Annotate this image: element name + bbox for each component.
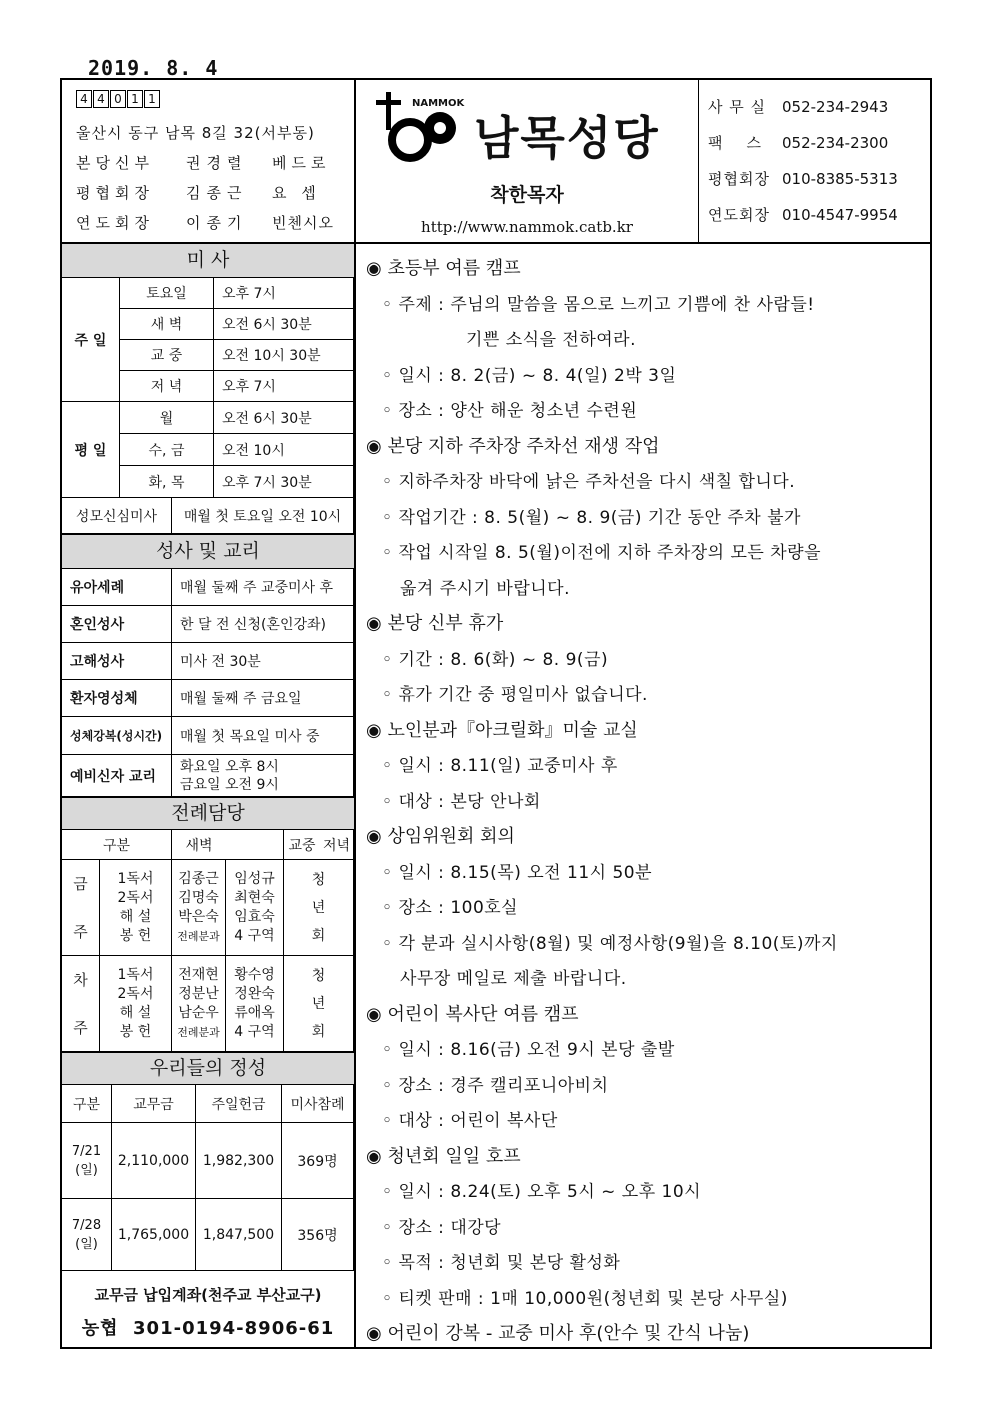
sacrament-name: 예비신자 교리 bbox=[62, 755, 172, 797]
notice-line-text: 일시 : 8.24(토) 오후 5시 ~ 오후 10시 bbox=[398, 1182, 702, 1202]
liturgy-main bbox=[226, 860, 284, 956]
bullet-dot-icon: ◦ bbox=[382, 1111, 399, 1131]
offering-title: 우리들의 정성 bbox=[62, 1052, 354, 1085]
notices-column bbox=[356, 244, 930, 1349]
bullet-dot-icon: ◦ bbox=[382, 1075, 399, 1096]
header-logo bbox=[356, 80, 699, 242]
liturgy-main-item: 정완숙 bbox=[234, 985, 275, 1002]
liturgy-roles-item: 1독서 bbox=[117, 870, 154, 887]
notice-line-text: 장소 : 경주 캘리포니아비치 bbox=[398, 1075, 609, 1096]
liturgy-dawn-item: 남순우 bbox=[178, 1004, 219, 1021]
bullet-dot-icon: ◦ bbox=[382, 685, 399, 705]
notice-title bbox=[366, 432, 659, 458]
notice-title-text: 상임위원회 회의 bbox=[387, 826, 515, 847]
contact-row bbox=[708, 132, 888, 153]
notice-title bbox=[366, 716, 638, 742]
account-number: 농협 301-0194-8906-61 bbox=[81, 1318, 335, 1339]
mass-time: 오후 7시 30분 bbox=[214, 466, 354, 498]
bullet-dot-icon: ◦ bbox=[382, 401, 399, 421]
notice-line bbox=[382, 858, 652, 883]
liturgy-evening-item: 청 bbox=[311, 871, 326, 888]
staff-role: 평협회장 bbox=[76, 184, 154, 202]
bulletin-subtitle: 착한목자 bbox=[490, 184, 564, 206]
liturgy-dawn-item: 전례분과 bbox=[177, 929, 220, 943]
sacrament-name: 혼인성사 bbox=[62, 606, 172, 643]
catechism-time: 금요일 오전 9시 bbox=[180, 776, 279, 793]
liturgy-dawn-item: 김종근 bbox=[178, 870, 219, 887]
staff-row bbox=[76, 182, 321, 203]
mass-day: 교 중 bbox=[120, 340, 214, 371]
notice-title bbox=[366, 1142, 521, 1168]
week-char: 주 bbox=[73, 922, 88, 941]
liturgy-main bbox=[226, 956, 284, 1052]
liturgy-dawn-item: 박은숙 bbox=[178, 908, 219, 925]
notice-line bbox=[382, 467, 795, 492]
staff-role: 본당신부 bbox=[76, 154, 154, 172]
mass-time: 오후 7시 bbox=[214, 371, 354, 402]
liturgy-roles-item: 2독서 bbox=[117, 985, 154, 1002]
liturgy-evening-item: 년 bbox=[311, 995, 326, 1012]
notice-line bbox=[382, 503, 801, 528]
liturgy-roles-item: 봉 헌 bbox=[119, 927, 152, 944]
offering-tithe: 1,765,000 bbox=[112, 1199, 196, 1271]
bullet-circle-icon: ◉ bbox=[366, 719, 388, 741]
notice-title-text: 본당 지하 주차장 주차선 재생 작업 bbox=[387, 435, 660, 457]
church-name: 남목성당 bbox=[474, 111, 660, 165]
bullet-dot-icon: ◦ bbox=[382, 1217, 399, 1238]
contact-value: 010-8385-5313 bbox=[782, 170, 898, 188]
notice-line-text: 장소 : 양산 해운 청소년 수련원 bbox=[398, 401, 638, 421]
header-info bbox=[62, 80, 356, 242]
liturgy-col-header-spacer bbox=[226, 830, 284, 860]
address: 울산시 동구 남목 8길 32(서부동) bbox=[76, 124, 315, 142]
notice-line-text: 목적 : 청년회 및 본당 활성화 bbox=[398, 1253, 621, 1273]
sacrament-value: 한 달 전 신청(혼인강좌) bbox=[172, 606, 354, 643]
contact-label: 사 무 실 bbox=[708, 98, 767, 116]
week-label bbox=[62, 860, 100, 956]
bullet-dot-icon: ◦ bbox=[382, 791, 399, 812]
bullet-dot-icon: ◦ bbox=[382, 862, 399, 883]
notice-line bbox=[382, 1071, 609, 1096]
notice-line-text: 작업 시작일 8. 5(월)이전에 지하 주차장의 모든 차량을 bbox=[398, 543, 822, 563]
bullet-dot-icon: ◦ bbox=[382, 472, 399, 492]
liturgy-title: 전례담당 bbox=[62, 797, 354, 830]
notice-line-text: 장소 : 대강당 bbox=[398, 1217, 502, 1238]
staff-baptism: 빈첸시오 bbox=[272, 214, 334, 232]
offering-collection: 1,982,300 bbox=[196, 1123, 282, 1199]
notice-line bbox=[400, 964, 627, 989]
postal-digit: 4 bbox=[93, 90, 109, 108]
weekday-label: 평 일 bbox=[62, 402, 120, 498]
bullet-dot-icon: ◦ bbox=[382, 1288, 399, 1309]
offering-col-header: 교무금 bbox=[112, 1085, 196, 1123]
sacrament-value: 매월 첫 목요일 미사 중 bbox=[172, 717, 354, 755]
sacrament-name: 고해성사 bbox=[62, 643, 172, 680]
bullet-dot-icon: ◦ bbox=[382, 1253, 399, 1273]
liturgy-evening bbox=[284, 956, 354, 1052]
notice-line bbox=[382, 645, 608, 670]
staff-row bbox=[76, 152, 330, 173]
liturgy-evening bbox=[284, 860, 354, 956]
notice-line bbox=[382, 680, 648, 705]
postal-code bbox=[76, 90, 161, 108]
bullet-circle-icon: ◉ bbox=[366, 1145, 388, 1167]
notice-line bbox=[382, 290, 815, 315]
liturgy-main-item: 임성규 bbox=[234, 870, 275, 887]
notice-line-text: 일시 : 8.11(일) 교중미사 후 bbox=[398, 756, 618, 776]
week-char: 주 bbox=[73, 1018, 88, 1037]
notice-line-text: 일시 : 8.15(목) 오전 11시 50분 bbox=[398, 862, 653, 883]
contact-row bbox=[708, 204, 898, 225]
mass-title: 미 사 bbox=[62, 244, 354, 278]
bullet-circle-icon: ◉ bbox=[366, 613, 388, 634]
notice-line bbox=[382, 396, 637, 421]
mass-day: 화, 목 bbox=[120, 466, 214, 498]
notice-line bbox=[400, 574, 570, 599]
liturgy-dawn-item: 김명숙 bbox=[178, 889, 219, 906]
liturgy-main-item: 4 구역 bbox=[234, 927, 275, 944]
liturgy-roles-item: 봉 헌 bbox=[119, 1023, 152, 1040]
staff-name: 권경렬 bbox=[186, 154, 248, 172]
bulletin-date: 2019. 8. 4 bbox=[88, 56, 219, 80]
contact-value: 052-234-2300 bbox=[782, 134, 889, 152]
mass-time: 오전 10시 bbox=[214, 434, 354, 466]
church-logo bbox=[374, 90, 686, 164]
liturgy-main-item: 임효숙 bbox=[234, 908, 275, 925]
mass-day: 토요일 bbox=[120, 278, 214, 309]
sacrament-value: 매월 둘째 주 금요일 bbox=[172, 680, 354, 717]
notice-line-text: 휴가 기간 중 평일미사 없습니다. bbox=[398, 685, 648, 705]
liturgy-col-header: 구분 bbox=[62, 830, 172, 860]
bullet-dot-icon: ◦ bbox=[382, 756, 399, 776]
staff-baptism: 베드로 bbox=[272, 154, 331, 172]
offering-col-header: 구분 bbox=[62, 1085, 112, 1123]
notice-line bbox=[466, 325, 636, 350]
notice-title bbox=[366, 254, 521, 280]
notice-line-text: 장소 : 100호실 bbox=[398, 898, 519, 918]
notice-line bbox=[382, 1035, 675, 1060]
notice-line bbox=[382, 787, 541, 812]
bullet-dot-icon: ◦ bbox=[382, 1040, 399, 1060]
liturgy-roles-item: 1독서 bbox=[117, 966, 154, 983]
liturgy-roles-item: 해 설 bbox=[119, 1004, 152, 1021]
liturgy-evening-item: 회 bbox=[311, 1023, 326, 1040]
bullet-dot-icon: ◦ bbox=[382, 365, 399, 386]
notice-line-text: 주제 : 주님의 말씀을 몸으로 느끼고 기쁨에 찬 사람들! bbox=[398, 294, 815, 315]
liturgy-col-header: 저녁 bbox=[320, 830, 354, 860]
week-char: 차 bbox=[73, 971, 88, 990]
sacrament-value: 매월 둘째 주 교중미사 후 bbox=[172, 569, 354, 606]
notice-line-text: 옮겨 주시기 바랍니다. bbox=[400, 578, 571, 599]
bullet-dot-icon: ◦ bbox=[382, 1182, 399, 1202]
postal-digit: 4 bbox=[76, 90, 92, 108]
notice-title-text: 본당 신부 휴가 bbox=[387, 613, 504, 634]
liturgy-dawn-item: 정분난 bbox=[178, 985, 219, 1002]
notice-line bbox=[382, 751, 618, 776]
special-mass-label: 성모신심미사 bbox=[62, 498, 172, 534]
mass-day: 저 녁 bbox=[120, 371, 214, 402]
liturgy-main-item: 류애옥 bbox=[234, 1004, 275, 1021]
liturgy-roles-item: 해 설 bbox=[119, 908, 152, 925]
bullet-dot-icon: ◦ bbox=[382, 507, 399, 528]
contact-value: 010-4547-9954 bbox=[782, 206, 898, 224]
postal-digit: 0 bbox=[110, 90, 126, 108]
offering-day-text: (일) bbox=[75, 1236, 98, 1252]
notice-line-text: 작업기간 : 8. 5(월) ~ 8. 9(금) 기간 동안 주차 불가 bbox=[398, 507, 801, 528]
liturgy-dawn-item: 전례분과 bbox=[177, 1025, 220, 1039]
mass-time: 오전 6시 30분 bbox=[214, 402, 354, 434]
mass-day: 월 bbox=[120, 402, 214, 434]
liturgy-dawn bbox=[172, 956, 226, 1052]
logo-small-text: NAMMOK bbox=[412, 98, 465, 109]
staff-name: 이종기 bbox=[186, 214, 248, 232]
notice-line-text: 각 분과 실시사항(8월) 및 예정사항(9월)을 8.10(토)까지 bbox=[398, 933, 838, 954]
contact-row bbox=[708, 96, 888, 117]
bullet-dot-icon: ◦ bbox=[382, 649, 399, 670]
offering-date-text: 7/21 bbox=[71, 1143, 102, 1159]
offering-attendance: 356명 bbox=[282, 1199, 354, 1271]
contact-label: 팩 스 bbox=[708, 134, 763, 152]
liturgy-col-header: 교중 bbox=[284, 830, 320, 860]
contact-row bbox=[708, 168, 898, 189]
notice-line-text: 사무장 메일로 제출 바랍니다. bbox=[400, 969, 627, 989]
offering-col-header: 주일헌금 bbox=[196, 1085, 282, 1123]
liturgy-main-item: 황수영 bbox=[234, 966, 275, 983]
notice-title-suffix: - 교중 미사 후(안수 및 간식 나눔) bbox=[480, 1323, 750, 1344]
notice-line bbox=[382, 1248, 620, 1273]
notice-line-text: 지하주차장 바닥에 낡은 주차선을 다시 색칠 합니다. bbox=[398, 472, 796, 492]
week-label bbox=[62, 956, 100, 1052]
notice-title-text: 어린이 복사단 여름 캠프 bbox=[387, 1003, 579, 1025]
liturgy-main-item: 4 구역 bbox=[234, 1023, 275, 1040]
notice-line-text: 티켓 판매 : 1매 10,000원(청년회 및 본당 사무실) bbox=[398, 1288, 788, 1309]
sacrament-value bbox=[172, 755, 354, 797]
notice-title-text: 청년회 일일 호프 bbox=[387, 1145, 521, 1167]
sacrament-value: 미사 전 30분 bbox=[172, 643, 354, 680]
sunday-label: 주 일 bbox=[62, 278, 120, 402]
notice-title-text: 어린이 강복 bbox=[387, 1323, 481, 1344]
notice-line bbox=[382, 1213, 501, 1238]
offering-attendance: 369명 bbox=[282, 1123, 354, 1199]
contact-label: 평협회장 bbox=[708, 170, 770, 188]
bullet-circle-icon: ◉ bbox=[366, 1003, 388, 1025]
liturgy-evening-item: 년 bbox=[311, 899, 326, 916]
bullet-dot-icon: ◦ bbox=[382, 294, 399, 315]
account-label: 교무금 납입계좌(천주교 부산교구) bbox=[94, 1286, 322, 1304]
liturgy-evening-item: 청 bbox=[311, 967, 326, 984]
notice-line-text: 대상 : 어린이 복사단 bbox=[398, 1111, 558, 1131]
sacrament-name: 유아세례 bbox=[62, 569, 172, 606]
bullet-dot-icon: ◦ bbox=[382, 898, 399, 918]
contact-label: 연도회장 bbox=[708, 206, 770, 224]
sacraments-title: 성사 및 교리 bbox=[62, 534, 354, 569]
bullet-dot-icon: ◦ bbox=[382, 543, 399, 563]
notice-title-text: 노인분과『아크릴화』미술 교실 bbox=[387, 719, 638, 741]
mass-time: 오전 10시 30분 bbox=[214, 340, 354, 371]
liturgy-roles bbox=[100, 860, 172, 956]
sacrament-name: 환자영성체 bbox=[62, 680, 172, 717]
liturgy-roles bbox=[100, 956, 172, 1052]
notice-title bbox=[366, 609, 503, 635]
offering-collection: 1,847,500 bbox=[196, 1199, 282, 1271]
notice-line bbox=[382, 1177, 701, 1202]
notice-line-text: 일시 : 8. 2(금) ~ 8. 4(일) 2박 3일 bbox=[398, 365, 677, 386]
notice-line bbox=[382, 1106, 558, 1131]
staff-role: 연도회장 bbox=[76, 214, 154, 232]
liturgy-col-header: 새벽 bbox=[172, 830, 226, 860]
website-link[interactable]: http://www.nammok.catb.kr bbox=[421, 218, 633, 236]
notice-title bbox=[366, 1000, 578, 1026]
bullet-circle-icon: ◉ bbox=[366, 1323, 388, 1344]
liturgy-dawn-item: 전재현 bbox=[178, 966, 219, 983]
notice-line-text: 대상 : 본당 안나회 bbox=[398, 791, 541, 812]
mass-time: 오전 6시 30분 bbox=[214, 309, 354, 340]
bulletin-frame bbox=[60, 78, 932, 1349]
notice-line bbox=[382, 538, 821, 563]
catechism-time: 화요일 오후 8시 bbox=[180, 758, 279, 775]
staff-baptism: 요 셉 bbox=[272, 184, 321, 202]
mass-time: 오후 7시 bbox=[214, 278, 354, 309]
notice-line-text: 일시 : 8.16(금) 오전 9시 본당 출발 bbox=[398, 1040, 675, 1060]
notice-title-text: 초등부 여름 캠프 bbox=[387, 258, 521, 279]
liturgy-evening-item: 회 bbox=[311, 927, 326, 944]
notice-line bbox=[382, 1284, 788, 1309]
special-mass-value: 매월 첫 토요일 오전 10시 bbox=[172, 498, 354, 534]
left-column bbox=[62, 244, 356, 1349]
offering-date bbox=[62, 1123, 112, 1199]
staff-row bbox=[76, 212, 334, 233]
notice-title bbox=[366, 1319, 749, 1345]
bullet-dot-icon: ◦ bbox=[382, 933, 399, 954]
offering-date bbox=[62, 1199, 112, 1271]
bullet-circle-icon: ◉ bbox=[366, 258, 388, 279]
week-char: 금 bbox=[73, 875, 88, 894]
notice-line bbox=[382, 893, 518, 918]
notice-line-text: 기쁜 소식을 전하여라. bbox=[466, 330, 637, 350]
offering-col-header: 미사참례 bbox=[282, 1085, 354, 1123]
offering-tithe: 2,110,000 bbox=[112, 1123, 196, 1199]
liturgy-roles-item: 2독서 bbox=[117, 889, 154, 906]
notice-title bbox=[366, 822, 515, 848]
bullet-circle-icon: ◉ bbox=[366, 826, 388, 847]
postal-digit: 1 bbox=[144, 90, 160, 108]
offering-date-text: 7/28 bbox=[71, 1217, 102, 1233]
header bbox=[62, 80, 930, 244]
sacrament-name: 성체강복(성시간) bbox=[62, 717, 172, 755]
mass-day: 수, 금 bbox=[120, 434, 214, 466]
offering-day-text: (일) bbox=[75, 1162, 98, 1178]
liturgy-dawn bbox=[172, 860, 226, 956]
notice-line-text: 기간 : 8. 6(화) ~ 8. 9(금) bbox=[398, 649, 609, 670]
bullet-circle-icon: ◉ bbox=[366, 435, 388, 457]
liturgy-main-item: 최현숙 bbox=[234, 889, 275, 906]
notice-line bbox=[382, 929, 838, 954]
notice-line bbox=[382, 361, 676, 386]
contact-value: 052-234-2943 bbox=[782, 98, 889, 116]
postal-digit: 1 bbox=[127, 90, 143, 108]
staff-name: 김종근 bbox=[186, 184, 248, 202]
mass-day: 새 벽 bbox=[120, 309, 214, 340]
